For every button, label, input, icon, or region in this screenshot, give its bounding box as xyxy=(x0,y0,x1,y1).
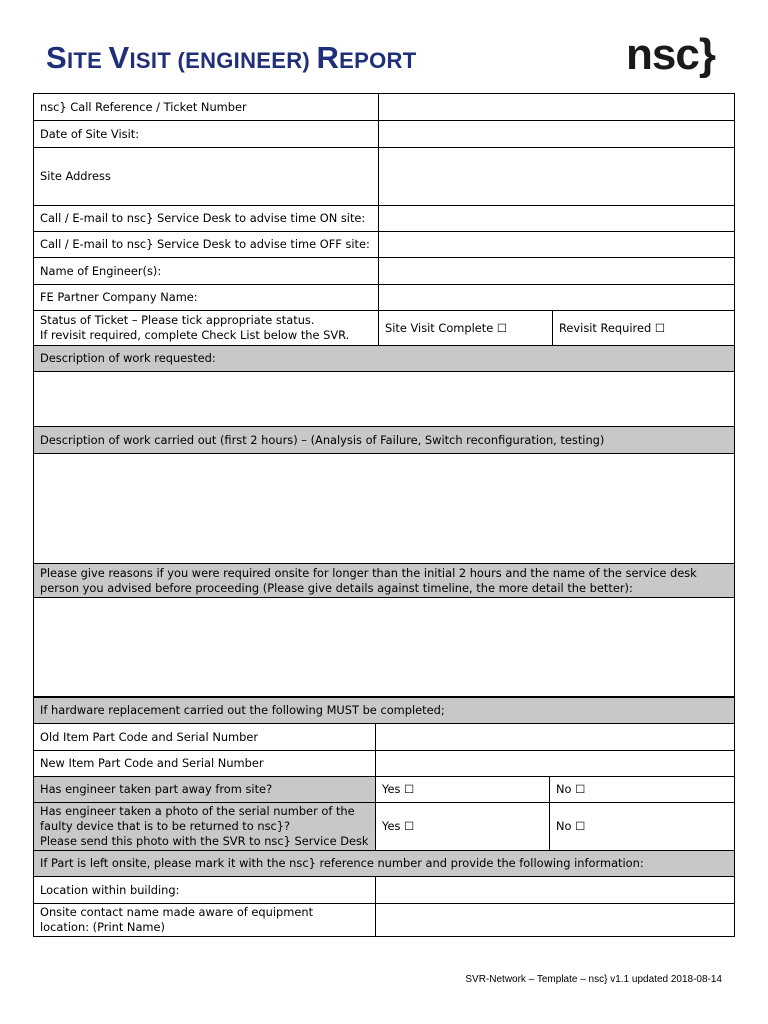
reasons-area[interactable] xyxy=(34,598,735,697)
table-row xyxy=(34,285,735,311)
revisit-required-checkbox[interactable]: Revisit Required ☐ xyxy=(553,311,735,346)
site-visit-complete-checkbox[interactable]: Site Visit Complete ☐ xyxy=(379,311,553,346)
title-part: R xyxy=(316,40,340,75)
table-row xyxy=(34,564,735,598)
work-requested-area[interactable] xyxy=(34,372,735,427)
call-reference-field[interactable] xyxy=(379,94,735,121)
table-row xyxy=(34,258,735,285)
partner-company-field[interactable] xyxy=(379,285,735,311)
photo-label xyxy=(34,803,376,851)
site-info-table xyxy=(33,93,735,697)
part-away-no-checkbox[interactable]: No ☐ xyxy=(550,777,735,803)
site-address-field[interactable] xyxy=(379,148,735,206)
photo-yes-checkbox[interactable]: Yes ☐ xyxy=(376,803,550,851)
field-label: FE Partner Company Name: xyxy=(34,285,379,311)
title-part: S xyxy=(46,40,67,75)
part-away-label: Has engineer taken part away from site? xyxy=(34,777,376,803)
field-label: New Item Part Code and Serial Number xyxy=(34,751,376,777)
section-header-work-carried-out: Description of work carried out (first 2 hours) – (Analysis of Failure, Switch reconfiguration, testing) xyxy=(34,427,735,454)
new-part-code-field[interactable] xyxy=(376,751,735,777)
table-row xyxy=(34,346,735,372)
section-header-work-requested: Description of work requested: xyxy=(34,346,735,372)
table-row xyxy=(34,148,735,206)
visit-date-field[interactable] xyxy=(379,121,735,148)
table-row xyxy=(34,751,735,777)
table-row xyxy=(34,206,735,232)
contact-line1: Onsite contact name made aware of equipment xyxy=(40,905,314,919)
section-header-onsite: If Part is left onsite, please mark it with the nsc} reference number and provide the following information: xyxy=(34,851,735,877)
old-part-code-field[interactable] xyxy=(376,724,735,751)
section-header-reasons xyxy=(34,564,735,598)
field-label: Call / E-mail to nsc} Service Desk to advise time ON site: xyxy=(34,206,379,232)
table-row xyxy=(34,427,735,454)
nsc-logo xyxy=(624,26,738,93)
time-on-site-field[interactable] xyxy=(379,206,735,232)
table-row xyxy=(34,877,735,904)
field-label: Location within building: xyxy=(34,877,376,904)
table-row xyxy=(34,724,735,751)
table-row xyxy=(34,454,735,564)
onsite-contact-field[interactable] xyxy=(376,904,735,937)
field-label: nsc} Call Reference / Ticket Number xyxy=(34,94,379,121)
table-row xyxy=(34,311,735,346)
work-carried-out-area[interactable] xyxy=(34,454,735,564)
status-label xyxy=(34,311,379,346)
page-title xyxy=(46,40,416,76)
status-label-line2: If revisit required, complete Check List below the SVR. xyxy=(40,328,350,342)
table-row xyxy=(34,803,735,851)
field-label: Name of Engineer(s): xyxy=(34,258,379,285)
field-label: Site Address xyxy=(34,148,379,206)
hardware-table xyxy=(33,697,735,937)
field-label: Date of Site Visit: xyxy=(34,121,379,148)
photo-no-checkbox[interactable]: No ☐ xyxy=(550,803,735,851)
table-row xyxy=(34,94,735,121)
title-part: ITE xyxy=(66,48,109,73)
table-row xyxy=(34,598,735,697)
contact-label xyxy=(34,904,376,937)
field-label: Old Item Part Code and Serial Number xyxy=(34,724,376,751)
part-away-yes-checkbox[interactable]: Yes ☐ xyxy=(376,777,550,803)
table-row xyxy=(34,904,735,937)
table-row xyxy=(34,777,735,803)
title-part: EPORT xyxy=(339,48,417,73)
time-off-site-field[interactable] xyxy=(379,232,735,258)
photo-line1: Has engineer taken a photo of the serial number of the xyxy=(40,804,355,818)
photo-line2: faulty device that is to be returned to nsc}? xyxy=(40,819,291,833)
footer-version: SVR-Network – Template – nsc} v1.1 updated 2018-08-14 xyxy=(465,974,722,985)
nsc-logo-graphic xyxy=(624,26,738,88)
nsc-logo-text: nsc} xyxy=(626,30,715,79)
title-part: ISIT (ENGINEER) xyxy=(129,48,317,73)
table-row xyxy=(34,698,735,724)
engineer-name-field[interactable] xyxy=(379,258,735,285)
title-part: V xyxy=(108,40,130,75)
table-row xyxy=(34,121,735,148)
table-row xyxy=(34,232,735,258)
reasons-line2: person you advised before proceeding (Please give details against timeline, the more detail the better): xyxy=(40,580,633,595)
reasons-line1: Please give reasons if you were required onsite for longer than the initial 2 hours and the name of the service desk xyxy=(40,565,697,580)
table-row xyxy=(34,851,735,877)
status-label-line1: Status of Ticket – Please tick appropriate status. xyxy=(40,313,315,327)
section-header-hardware: If hardware replacement carried out the following MUST be completed; xyxy=(34,698,735,724)
contact-line2: location: (Print Name) xyxy=(40,920,165,934)
table-row xyxy=(34,372,735,427)
field-label: Call / E-mail to nsc} Service Desk to advise time OFF site: xyxy=(34,232,379,258)
location-field[interactable] xyxy=(376,877,735,904)
photo-line3: Please send this photo with the SVR to nsc} Service Desk xyxy=(40,834,369,848)
